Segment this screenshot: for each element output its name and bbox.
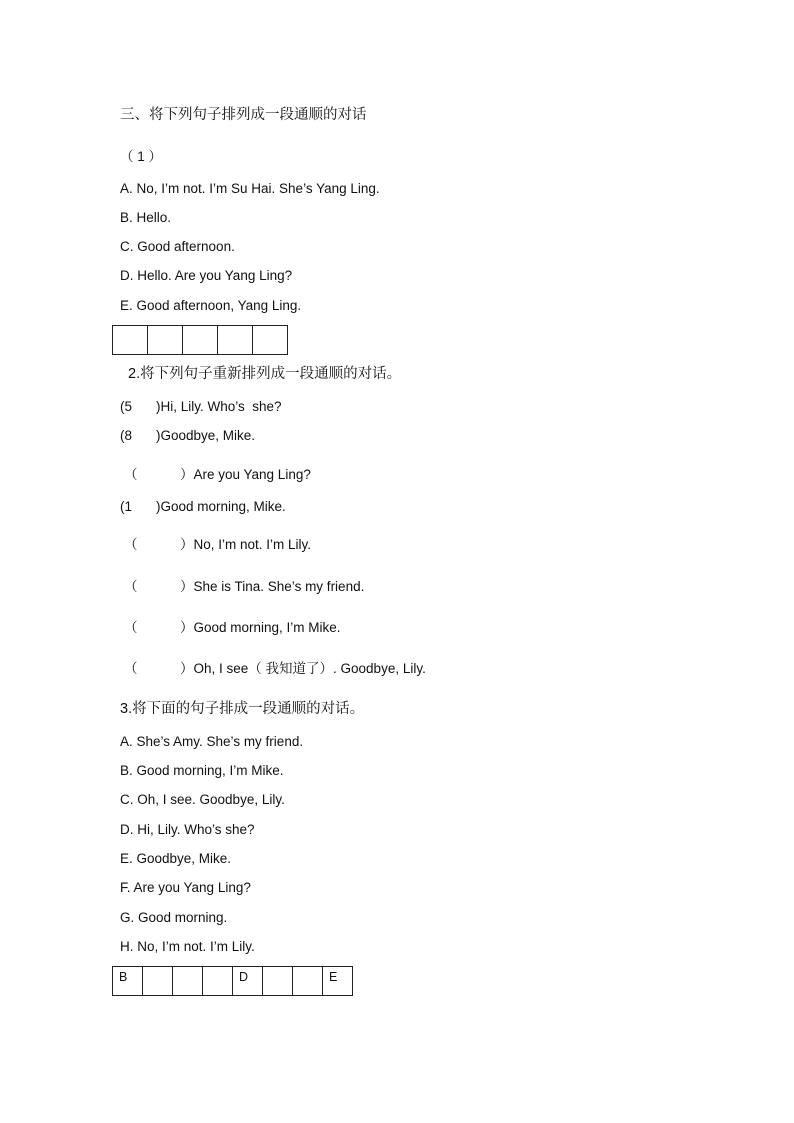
section-title: 三、将下列句子排列成一段通顺的对话 (120, 107, 367, 123)
item-text: )Good morning, Mike. (156, 499, 286, 514)
part2-item (120, 399, 282, 414)
item-text: ）Good morning, I’m Mike. (180, 620, 341, 635)
part2-item (124, 575, 364, 595)
item-number[interactable]: (5 (120, 399, 133, 414)
part2-item (120, 499, 286, 514)
part1-answer-boxes (112, 325, 288, 355)
item-text: ）She is Tina. She’s my friend. (180, 579, 365, 594)
answer-box[interactable]: E (323, 966, 353, 996)
part1-number: （ 1 ） (120, 149, 163, 164)
part2-item (124, 463, 311, 483)
part3-option-a: A. She’s Amy. She’s my friend. (120, 734, 304, 749)
part2-item (120, 428, 255, 443)
item-number[interactable]: （ (124, 620, 138, 635)
item-text: )Hi, Lily. Who’s she? (156, 399, 282, 414)
answer-box[interactable]: B (113, 966, 143, 996)
part1-option-e: E. Good afternoon, Yang Ling. (120, 298, 302, 313)
part2-title: 2.将下列句子重新排列成一段通顺的对话。 (128, 366, 402, 382)
item-number[interactable]: (1 (120, 499, 133, 514)
item-number[interactable]: （ (124, 661, 138, 676)
part2-item (124, 657, 426, 677)
answer-box[interactable] (183, 325, 218, 355)
item-text: ）Are you Yang Ling? (180, 467, 311, 482)
part1-option-d: D. Hello. Are you Yang Ling? (120, 268, 293, 283)
part3-answer-boxes (112, 966, 353, 996)
part3-option-b: B. Good morning, I’m Mike. (120, 763, 284, 778)
answer-box[interactable] (173, 966, 203, 996)
answer-box[interactable]: D (233, 966, 263, 996)
answer-box[interactable] (263, 966, 293, 996)
item-number[interactable]: （ (124, 579, 138, 594)
answer-box[interactable] (293, 966, 323, 996)
part1-option-b: B. Hello. (120, 210, 172, 225)
item-number[interactable]: (8 (120, 428, 133, 443)
item-number[interactable]: （ (124, 537, 138, 552)
part2-item (124, 533, 311, 553)
answer-box[interactable] (253, 325, 288, 355)
part3-option-c: C. Oh, I see. Goodbye, Lily. (120, 792, 285, 807)
part3-option-e: E. Goodbye, Mike. (120, 851, 232, 866)
answer-box[interactable] (203, 966, 233, 996)
answer-box[interactable] (143, 966, 173, 996)
item-text: ）Oh, I see（ 我知道了）. Goodbye, Lily. (180, 661, 426, 676)
part1-option-a: A. No, I’m not. I’m Su Hai. She’s Yang Ling. (120, 181, 380, 196)
item-text: )Goodbye, Mike. (156, 428, 256, 443)
part3-option-f: F. Are you Yang Ling? (120, 880, 251, 895)
answer-box[interactable] (218, 325, 253, 355)
part3-option-h: H. No, I’m not. I’m Lily. (120, 939, 255, 954)
part2-item (124, 616, 341, 636)
part3-title: 3.将下面的句子排成一段通顺的对话。 (120, 701, 365, 717)
answer-box[interactable] (148, 325, 183, 355)
item-text: ）No, I’m not. I’m Lily. (180, 537, 312, 552)
part3-option-g: G. Good morning. (120, 910, 228, 925)
part3-option-d: D. Hi, Lily. Who’s she? (120, 822, 255, 837)
answer-box[interactable] (113, 325, 148, 355)
part1-option-c: C. Good afternoon. (120, 239, 235, 254)
item-number[interactable]: （ (124, 467, 138, 482)
